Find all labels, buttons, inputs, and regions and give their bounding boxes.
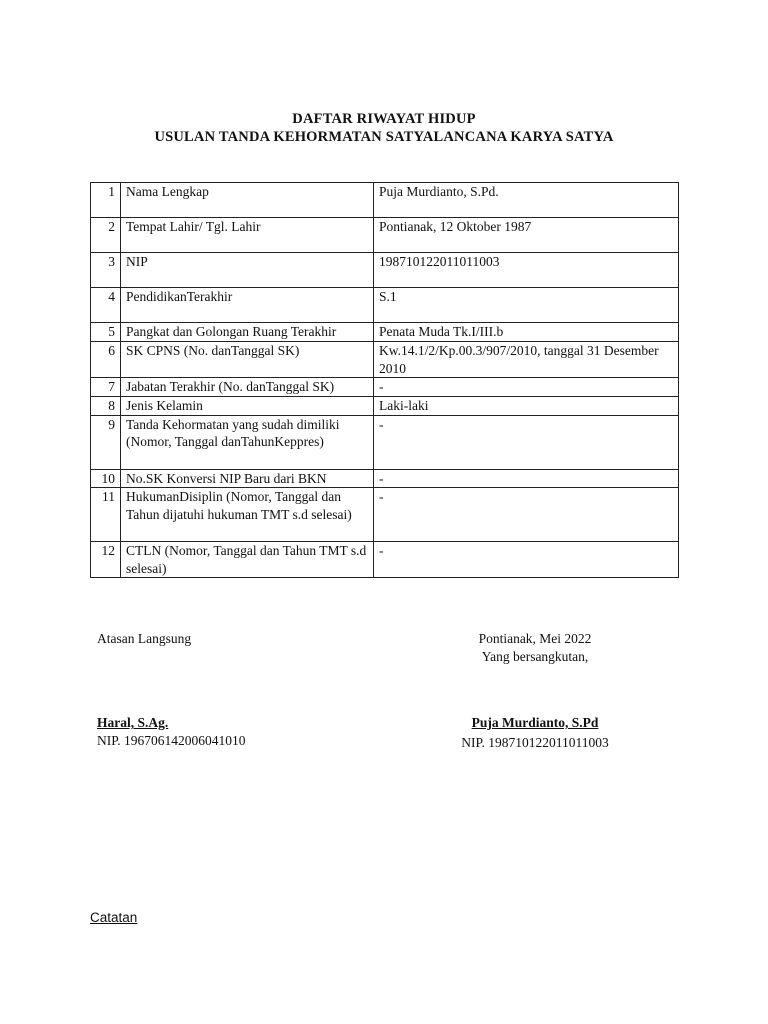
row-number: 8 (91, 397, 121, 416)
row-value: 198710122011011003 (374, 253, 679, 288)
table-row (91, 183, 679, 218)
row-number: 4 (91, 288, 121, 323)
row-value: Kw.14.1/2/Kp.00.3/907/2010, tanggal 31 Desember 2010 (374, 342, 679, 378)
table-row (91, 415, 679, 469)
row-value: S.1 (374, 288, 679, 323)
row-label: Tanda Kehormatan yang sudah dimiliki (Nomor, Tanggal danTahunKeppres) (121, 415, 374, 469)
title-line-1: DAFTAR RIWAYAT HIDUP (292, 111, 476, 127)
table-row (91, 218, 679, 253)
table-row (91, 323, 679, 342)
row-value: Penata Muda Tk.I/III.b (374, 323, 679, 342)
document-title (0, 110, 768, 146)
row-label: Jabatan Terakhir (No. danTanggal SK) (121, 378, 374, 397)
row-value: - (374, 469, 679, 488)
place-date: Pontianak, Mei 2022 (478, 631, 592, 646)
table-row (91, 469, 679, 488)
table-row (91, 488, 679, 542)
row-number: 10 (91, 469, 121, 488)
row-number: 12 (91, 542, 121, 578)
row-number: 7 (91, 378, 121, 397)
row-label: Pangkat dan Golongan Ruang Terakhir (121, 323, 374, 342)
row-label: NIP (121, 253, 374, 288)
supervisor-name: Haral, S.Ag. (97, 715, 169, 730)
row-number: 5 (91, 323, 121, 342)
row-number: 9 (91, 415, 121, 469)
row-label: HukumanDisiplin (Nomor, Tanggal dan Tahun dijatuhi hukuman TMT s.d selesai) (121, 488, 374, 542)
row-number: 11 (91, 488, 121, 542)
row-value: - (374, 415, 679, 469)
notes-label: Catatan (90, 910, 138, 925)
self-nip: NIP. 198710122011011003 (461, 735, 609, 750)
row-value: - (374, 542, 679, 578)
row-value: - (374, 378, 679, 397)
table-row (91, 342, 679, 378)
table-row (91, 288, 679, 323)
supervisor-heading: Atasan Langsung (97, 631, 192, 646)
table-row (91, 542, 679, 578)
row-number: 6 (91, 342, 121, 378)
row-label: Tempat Lahir/ Tgl. Lahir (121, 218, 374, 253)
row-number: 2 (91, 218, 121, 253)
row-label: No.SK Konversi NIP Baru dari BKN (121, 469, 374, 488)
biodata-table (90, 182, 679, 578)
row-number: 3 (91, 253, 121, 288)
row-value: Puja Murdianto, S.Pd. (374, 183, 679, 218)
row-value: Laki-laki (374, 397, 679, 416)
row-value: - (374, 488, 679, 542)
row-label: CTLN (Nomor, Tanggal dan Tahun TMT s.d selesai) (121, 542, 374, 578)
row-label: Nama Lengkap (121, 183, 374, 218)
self-name: Puja Murdianto, S.Pd (471, 715, 599, 730)
table-row (91, 397, 679, 416)
title-line-2: USULAN TANDA KEHORMATAN SATYALANCANA KARYA SATYA (154, 129, 614, 145)
supervisor-nip: NIP. 196706142006041010 (97, 733, 246, 748)
table-row (91, 253, 679, 288)
row-label: SK CPNS (No. danTanggal SK) (121, 342, 374, 378)
row-label: Jenis Kelamin (121, 397, 374, 416)
self-heading: Yang bersangkutan, (481, 649, 589, 664)
table-row (91, 378, 679, 397)
row-number: 1 (91, 183, 121, 218)
row-value: Pontianak, 12 Oktober 1987 (374, 218, 679, 253)
row-label: PendidikanTerakhir (121, 288, 374, 323)
